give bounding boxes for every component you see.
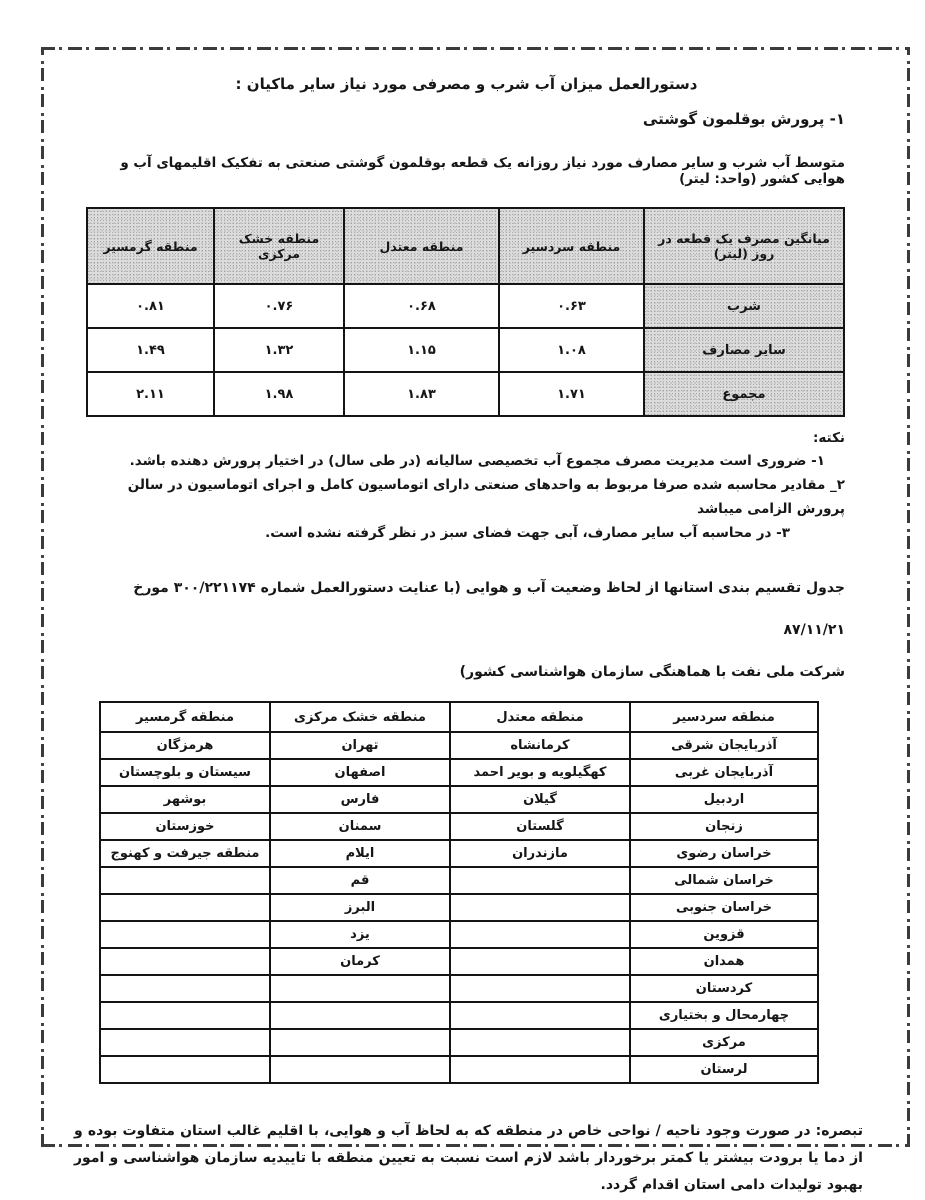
province-cell: چهارمحال و بختیاری: [630, 1002, 818, 1029]
province-cell: خوزستان: [100, 813, 270, 840]
table-row-other-uses: [87, 328, 844, 372]
table-row-total: [87, 372, 844, 416]
row-label: مجموع: [644, 372, 844, 416]
province-cell: البرز: [270, 894, 450, 921]
value-cell: ۰.۷۶: [214, 284, 344, 328]
consumption-table-header-row: [87, 208, 844, 284]
province-cell: هرمزگان: [100, 732, 270, 759]
table-row: [100, 1029, 818, 1056]
province-cell: [270, 1029, 450, 1056]
table-row: [100, 759, 818, 786]
province-cell: همدان: [630, 948, 818, 975]
province-cell: [100, 921, 270, 948]
province-cell: منطقه جیرفت و کهنوج: [100, 840, 270, 867]
province-cell: [100, 975, 270, 1002]
province-cell: یزد: [270, 921, 450, 948]
table-row: [100, 975, 818, 1002]
notes-heading: نکته:: [812, 430, 845, 446]
province-cell: فارس: [270, 786, 450, 813]
province-cell: [450, 867, 630, 894]
province-cell: بوشهر: [100, 786, 270, 813]
table-row: [100, 813, 818, 840]
province-cell: [100, 1002, 270, 1029]
provinces-table-caption: [88, 567, 845, 693]
value-cell: ۱.۴۹: [87, 328, 214, 372]
table-row: [100, 948, 818, 975]
province-cell: [450, 1056, 630, 1083]
province-cell: [270, 1002, 450, 1029]
province-cell: [100, 894, 270, 921]
province-cell: تهران: [270, 732, 450, 759]
province-cell: [270, 975, 450, 1002]
table-row: [100, 732, 818, 759]
footnote-text: تبصره: در صورت وجود ناحیه / نواحی خاص در منطقه که به لحاظ آب و هوایی، با اقلیم غالب استان متفاوت بوده و از دما یا برودت بیشتر یا کمتر برخوردار باشد لازم است نسبت به تعیین منطقه با تاییدیه سازمان هواشناسی و امور بهبود تولیدات دامی استان اقدام گردد.: [74, 1123, 863, 1193]
table-row: [100, 921, 818, 948]
province-cell: [450, 1029, 630, 1056]
intro-text: متوسط آب شرب و سایر مصارف مورد نیاز روزانه یک قطعه بوقلمون گوشتی صنعتی به تفکیک اقلیمهای آب و هوایی کشور (واحد: لیتر): [120, 155, 845, 187]
province-cell: کرمان: [270, 948, 450, 975]
value-cell: ۱.۸۳: [344, 372, 499, 416]
province-cell: [450, 948, 630, 975]
province-cell: [100, 1029, 270, 1056]
province-cell: [100, 867, 270, 894]
table-row: [100, 840, 818, 867]
province-cell: گیلان: [450, 786, 630, 813]
note-item: ۲_ مقادیر محاسبه شده صرفا مربوط به واحدهای صنعتی دارای اتوماسیون کامل و اجرای اتوماسیون در سالن پرورش الزامی میباشد: [127, 477, 845, 517]
value-cell: ۱.۳۲: [214, 328, 344, 372]
value-cell: ۱.۷۱: [499, 372, 644, 416]
value-cell: ۱.۱۵: [344, 328, 499, 372]
provinces-table: [99, 701, 819, 1084]
province-cell: [450, 975, 630, 1002]
province-cell: [450, 894, 630, 921]
value-cell: ۱.۰۸: [499, 328, 644, 372]
table-row: [100, 867, 818, 894]
province-cell: لرستان: [630, 1056, 818, 1083]
provinces-caption-line2: شرکت ملی نفت با هماهنگی سازمان هواشناسی کشور): [459, 664, 845, 680]
column-header-hot: منطقه گرمسیر: [87, 208, 214, 284]
province-cell: کرمانشاه: [450, 732, 630, 759]
province-cell: خراسان جنوبی: [630, 894, 818, 921]
province-cell: کردستان: [630, 975, 818, 1002]
province-cell: قزوین: [630, 921, 818, 948]
value-cell: ۰.۶۳: [499, 284, 644, 328]
section-heading: ۱- پرورش بوقلمون گوشتی: [642, 110, 845, 128]
row-label: شرب: [644, 284, 844, 328]
province-cell: سیستان و بلوچستان: [100, 759, 270, 786]
table-row: [100, 1002, 818, 1029]
note-item: ۱- ضروری است مدیریت مصرف مجموع آب تخصیصی سالیانه (در طی سال) در اختیار پرورش دهنده باشد.: [129, 453, 825, 469]
value-cell: ۰.۸۱: [87, 284, 214, 328]
province-cell: ایلام: [270, 840, 450, 867]
province-cell: خراسان رضوی: [630, 840, 818, 867]
province-cell: خراسان شمالی: [630, 867, 818, 894]
value-cell: ۱.۹۸: [214, 372, 344, 416]
table-row: [100, 894, 818, 921]
table-row-drinking: [87, 284, 844, 328]
province-cell: مازندران: [450, 840, 630, 867]
note-item: ۳- در محاسبه آب سایر مصارف، آبی جهت فضای سبز در نظر گرفته نشده است.: [265, 525, 790, 541]
notes-section: [88, 427, 845, 545]
column-header-temperate: منطقه معتدل: [344, 208, 499, 284]
border-right-decoration: [907, 47, 910, 1147]
province-cell: گلستان: [450, 813, 630, 840]
province-cell: اصفهان: [270, 759, 450, 786]
province-cell: مرکزی: [630, 1029, 818, 1056]
province-cell: اردبیل: [630, 786, 818, 813]
consumption-table: [86, 207, 845, 417]
column-header-cold: منطقه سردسیر: [630, 702, 818, 732]
column-header-central-dry: منطقه خشک مرکزی: [270, 702, 450, 732]
province-cell: [100, 1056, 270, 1083]
table-row: [100, 786, 818, 813]
page-title: دستورالعمل میزان آب شرب و مصرفی مورد نیاز سایر ماکیان :: [235, 75, 698, 93]
value-cell: ۲.۱۱: [87, 372, 214, 416]
border-left-decoration: [41, 47, 44, 1147]
column-header-central-dry: منطقه خشک مرکزی: [214, 208, 344, 284]
province-cell: [450, 921, 630, 948]
row-label: سایر مصارف: [644, 328, 844, 372]
column-header-hot: منطقه گرمسیر: [100, 702, 270, 732]
province-cell: آذربایجان شرقی: [630, 732, 818, 759]
corner-header: میانگین مصرف یک قطعه در روز (لیتر): [644, 208, 844, 284]
provinces-caption-line1: جدول تقسیم بندی استانها از لحاظ وضعیت آب و هوایی (با عنایت دستورالعمل شماره ۳۰۰/۲۲۱۱۷۴ مورخ ۸۷/۱۱/۲۱: [133, 580, 845, 638]
provinces-table-header-row: [100, 702, 818, 732]
value-cell: ۰.۶۸: [344, 284, 499, 328]
province-cell: قم: [270, 867, 450, 894]
column-header-temperate: منطقه معتدل: [450, 702, 630, 732]
province-cell: کهگیلویه و بویر احمد: [450, 759, 630, 786]
province-cell: [100, 948, 270, 975]
province-cell: [270, 1056, 450, 1083]
province-cell: آذربایجان غربی: [630, 759, 818, 786]
table-row: [100, 1056, 818, 1083]
province-cell: سمنان: [270, 813, 450, 840]
document-content: [74, 0, 863, 1199]
province-cell: زنجان: [630, 813, 818, 840]
column-header-cold: منطقه سردسیر: [499, 208, 644, 284]
province-cell: [450, 1002, 630, 1029]
